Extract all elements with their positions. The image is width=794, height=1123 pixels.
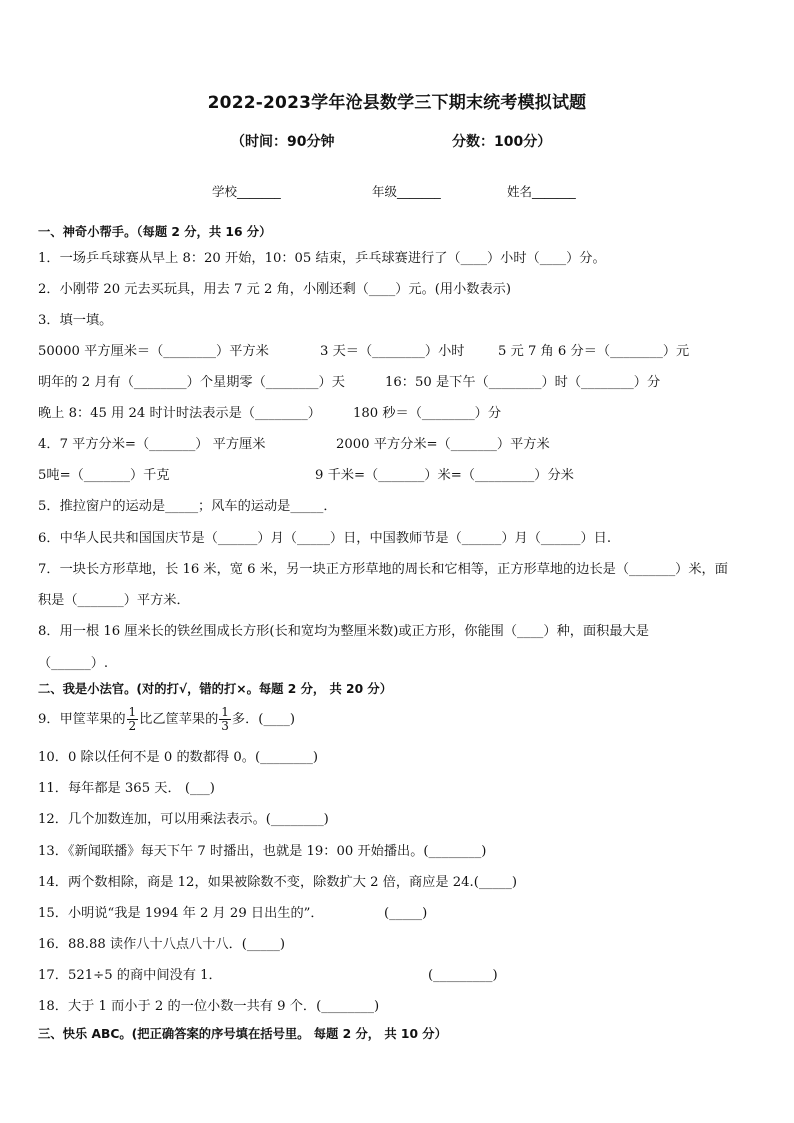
question-9 (38, 703, 295, 737)
question-3-row3-a: 晚上 8：45 用 24 时计时法表示是（________） (38, 406, 321, 421)
question-5: 5．推拉窗户的运动是_____；风车的运动是_____． (38, 499, 337, 514)
question-15-answer: (_____) (384, 906, 428, 921)
section-2-heading: 二、我是小法官。(对的打√，错的打×。每题 2 分， 共 20 分） (38, 682, 393, 696)
question-4-c: 5吨=（_______）千克 (38, 468, 170, 483)
question-4-b: 2000 平方分米=（_______）平方米 (336, 437, 550, 452)
question-12: 12．几个加数连加，可以用乘法表示。(________) (38, 812, 329, 827)
question-15: 15．小明说“我是 1994 年 2 月 29 日出生的”． (38, 906, 324, 921)
question-1: 1．一场乒乓球赛从早上 8：20 开始，10：05 结束，乒乓球赛进行了（____）小时（____）分。 (38, 251, 606, 266)
question-14: 14．两个数相除，商是 12，如果被除数不变，除数扩大 2 倍，商应是 24.(_____) (38, 875, 518, 890)
question-2: 2．小刚带 20 元去买玩具，用去 7 元 2 角，小刚还剩（____）元。(用小数表示) (38, 282, 512, 297)
question-3-row1-a: 50000 平方厘米＝（________）平方米 (38, 344, 269, 359)
section-3-heading: 三、快乐 ABC。(把正确答案的序号填在括号里。 每题 2 分， 共 10 分） (38, 1027, 447, 1041)
question-13: 13．《新闻联播》每天下午 7 时播出，也就是 19：00 开始播出。(________) (38, 844, 487, 859)
question-17: 17．521÷5 的商中间没有 1． (38, 968, 222, 983)
fraction-numerator: 1 (221, 705, 229, 719)
question-18: 18．大于 1 而小于 2 的一位小数一共有 9 个．(________) (38, 999, 380, 1014)
question-3-row1-c: 5 元 7 角 6 分＝（________）元 (498, 344, 690, 359)
question-11: 11．每年都是 365 天． (___) (38, 781, 215, 796)
question-9-text-mid: 比乙筐苹果的 (139, 712, 219, 727)
question-9-text-post: 多．(____) (231, 712, 295, 727)
question-8-line2: （______）. (38, 656, 109, 671)
fraction-one-third (219, 706, 231, 733)
exam-score: 分数：100分） (452, 134, 552, 150)
fraction-denominator: 2 (128, 719, 137, 733)
fraction-numerator: 1 (128, 705, 137, 719)
name-field: 姓名_______ (507, 184, 576, 199)
grade-field: 年级_______ (372, 184, 441, 199)
question-9-text-pre: 9．甲筐苹果的 (38, 712, 126, 727)
school-field: 学校_______ (212, 184, 281, 199)
question-3-row3-b: 180 秒＝（________）分 (353, 406, 502, 421)
question-3-row2-b: 16：50 是下午（________）时（________）分 (385, 375, 661, 390)
question-8-line1: 8．用一根 16 厘米长的铁丝围成长方形(长和宽均为整厘米数)或正方形，你能围（____）种，面积最大是 (38, 624, 649, 639)
fraction-denominator: 3 (221, 719, 229, 733)
section-1-heading: 一、神奇小帮手。（每题 2 分，共 16 分） (38, 225, 272, 239)
page-title: 2022-2023学年沧县数学三下期末统考模拟试题 (207, 93, 587, 113)
exam-time: （时间：90分钟 (231, 134, 335, 150)
question-3-row1-b: 3 天＝（________）小时 (320, 344, 465, 359)
question-16: 16．88.88 读作八十八点八十八．(_____) (38, 937, 286, 952)
question-7-line2: 积是（_______）平方米． (38, 593, 190, 608)
fraction-one-half (127, 706, 139, 733)
question-17-answer: (_________) (428, 968, 498, 983)
question-4-a: 4．7 平方分米=（_______） 平方厘米 (38, 437, 266, 452)
question-6: 6．中华人民共和国国庆节是（______）月（_____）日，中国教师节是（______）月（______）日. (38, 531, 612, 546)
question-3: 3．填一填。 (38, 313, 113, 328)
question-3-row2-a: 明年的 2 月有（________）个星期零（________）天 (38, 375, 345, 390)
question-10: 10．0 除以任何不是 0 的数都得 0。(________) (38, 750, 319, 765)
question-4-d: 9 千米=（_______）米=（_________）分米 (315, 468, 574, 483)
question-7-line1: 7．一块长方形草地，长 16 米，宽 6 米，另一块正方形草地的周长和它相等，正方形草地的边长是（_______）米，面 (38, 562, 728, 577)
